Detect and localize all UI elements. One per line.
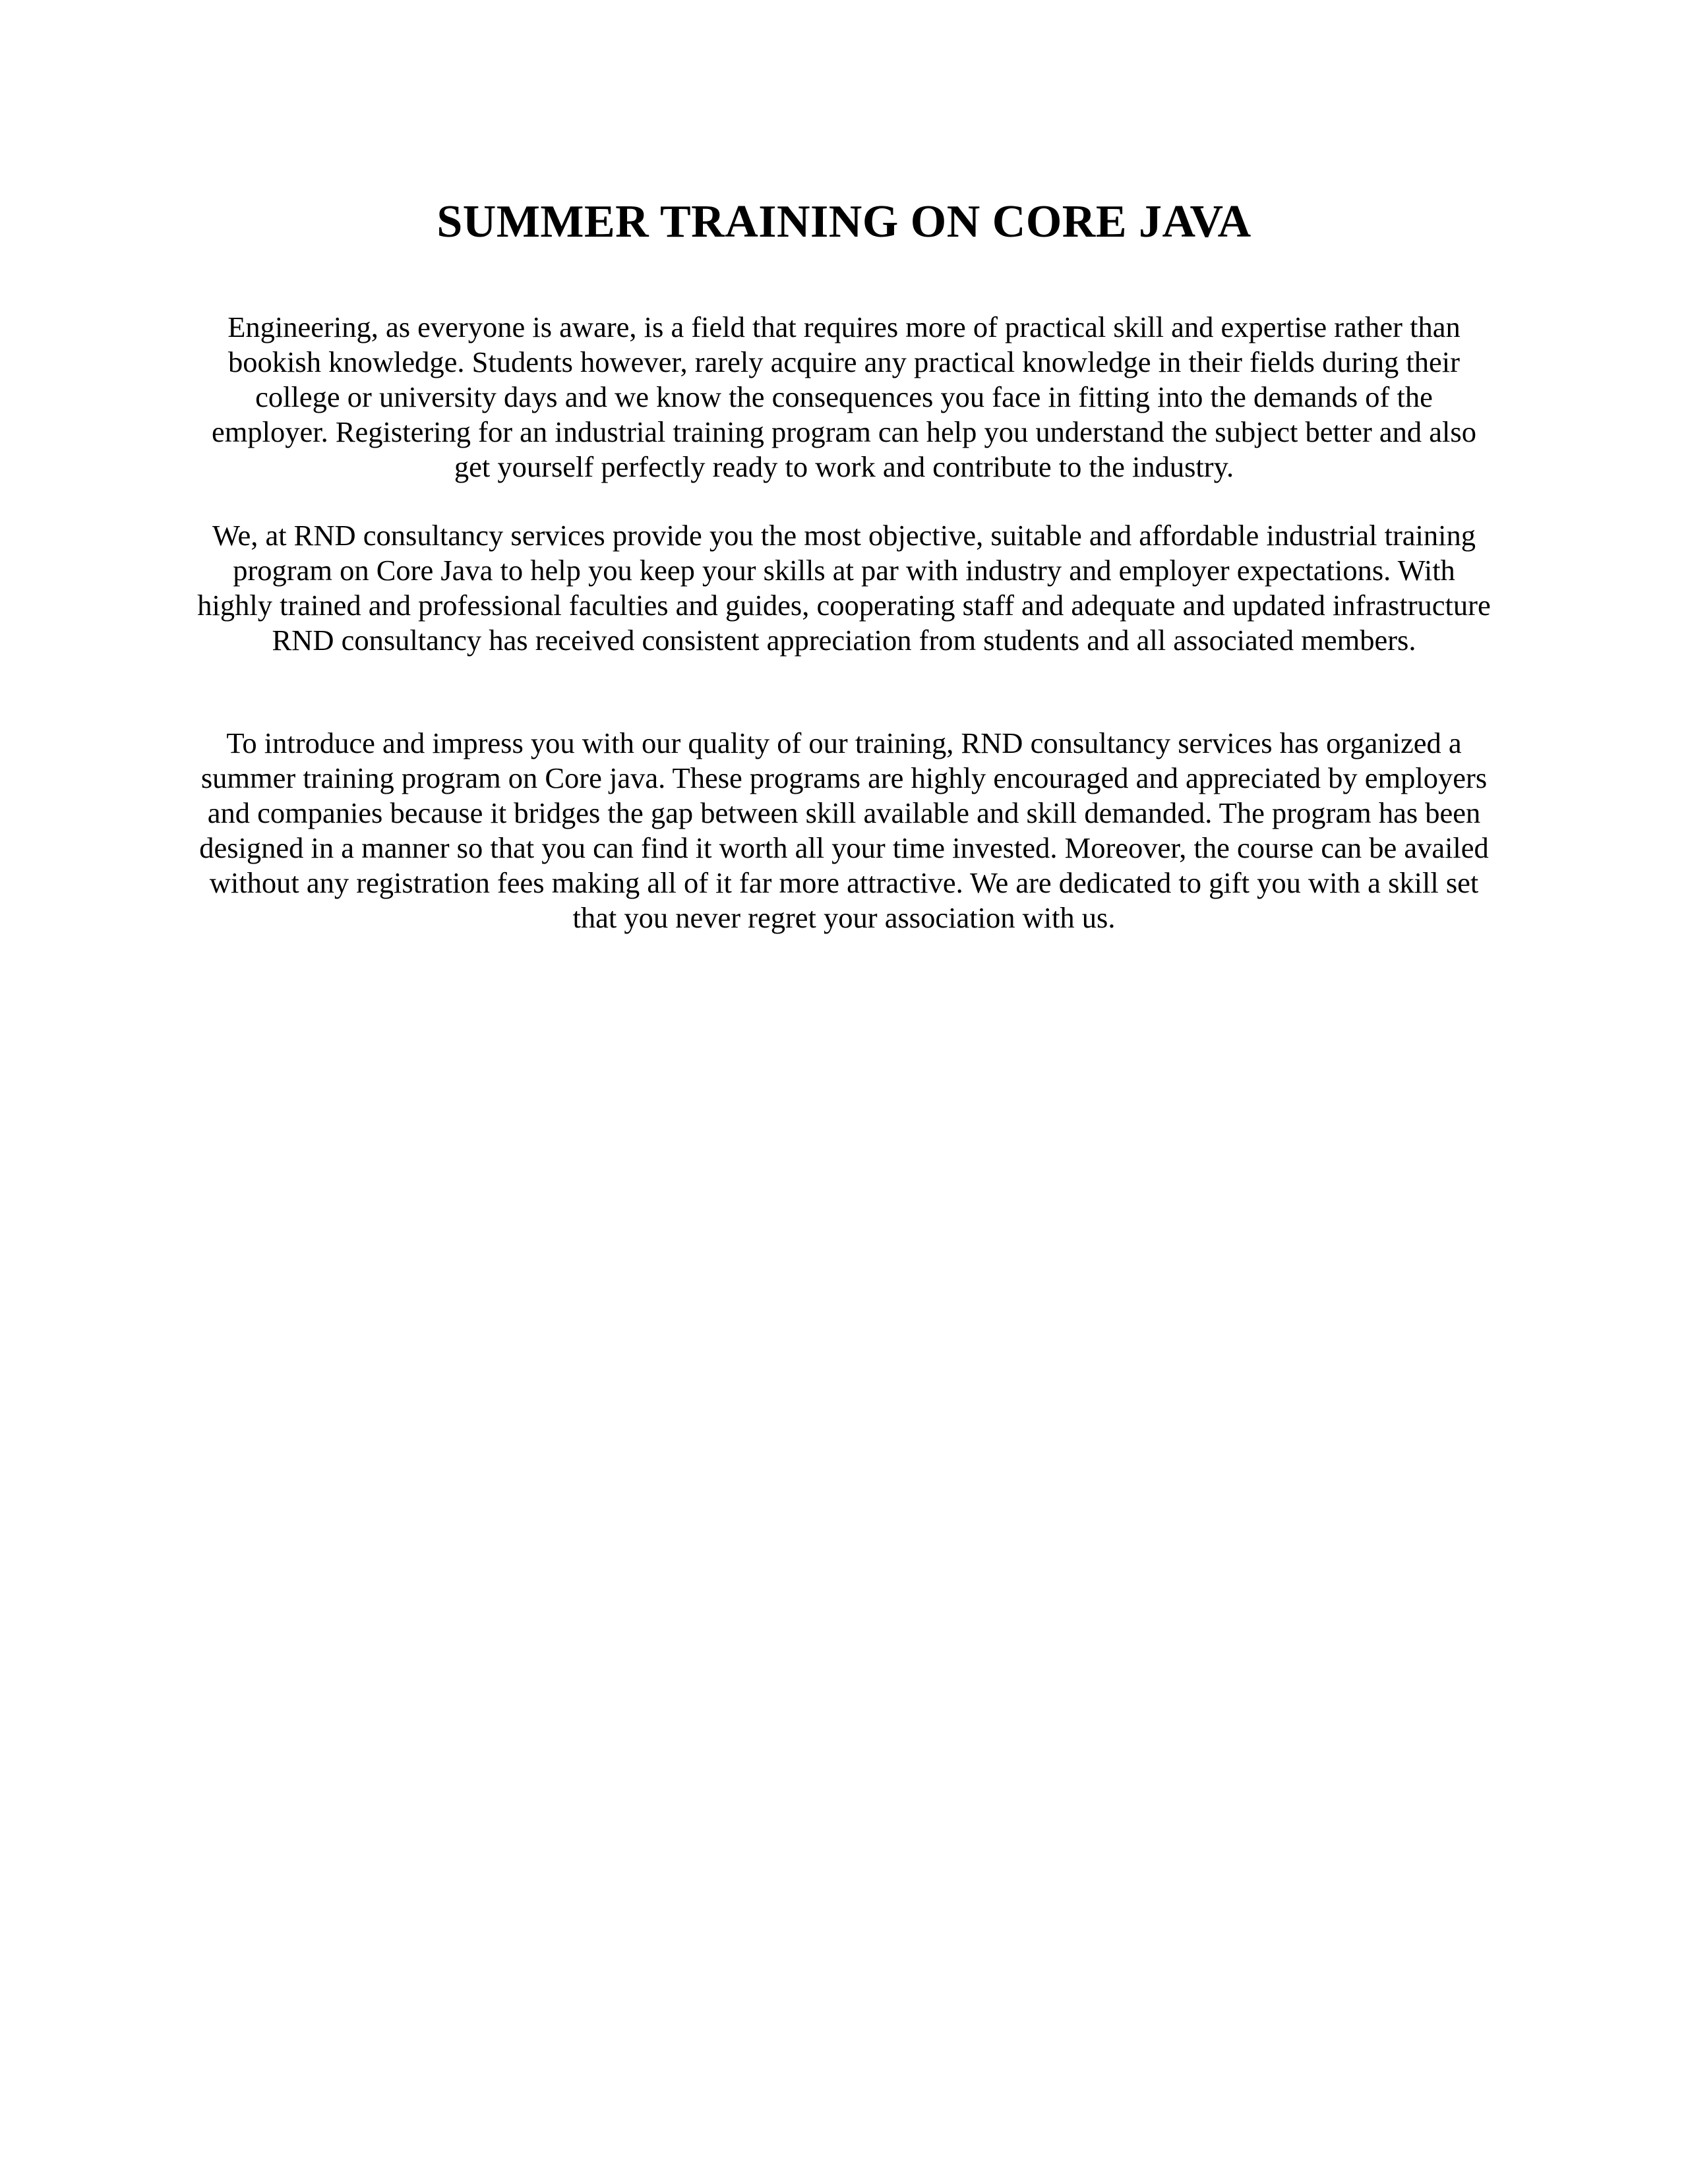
page-title: SUMMER TRAINING ON CORE JAVA: [437, 196, 1251, 247]
paragraph-about-rnd: We, at RND consultancy services provide you the most objective, suitable and affordable industrial training program on Core Java to help you keep your skills at par with industry and employer expectations. With highly trained and professional faculties and guides, cooperating staff and adequate and updated infrastructure RND consultancy has received consistent appreciation from students and all associated members.: [197, 519, 1491, 657]
paragraph-intro: Engineering, as everyone is aware, is a field that requires more of practical skill and expertise rather than bookish knowledge. Students however, rarely acquire any practical knowledge in their fields during their college or university days and we know the consequences you face in fitting into the demands of the employer. Registering for an industrial training program can help you understand the subject better and also get yourself perfectly ready to work and contribute to the industry.: [212, 310, 1476, 483]
paragraph-program-details: To introduce and impress you with our quality of our training, RND consultancy services has organized a summer training program on Core java. These programs are highly encouraged and appreciated by employers and companies because it bridges the gap between skill available and skill demanded. The program has been designed in a manner so that you can find it worth all your time invested. Moreover, the course can be availed without any registration fees making all of it far more attractive. We are dedicated to gift you with a skill set that you never regret your association with us.: [199, 726, 1489, 934]
